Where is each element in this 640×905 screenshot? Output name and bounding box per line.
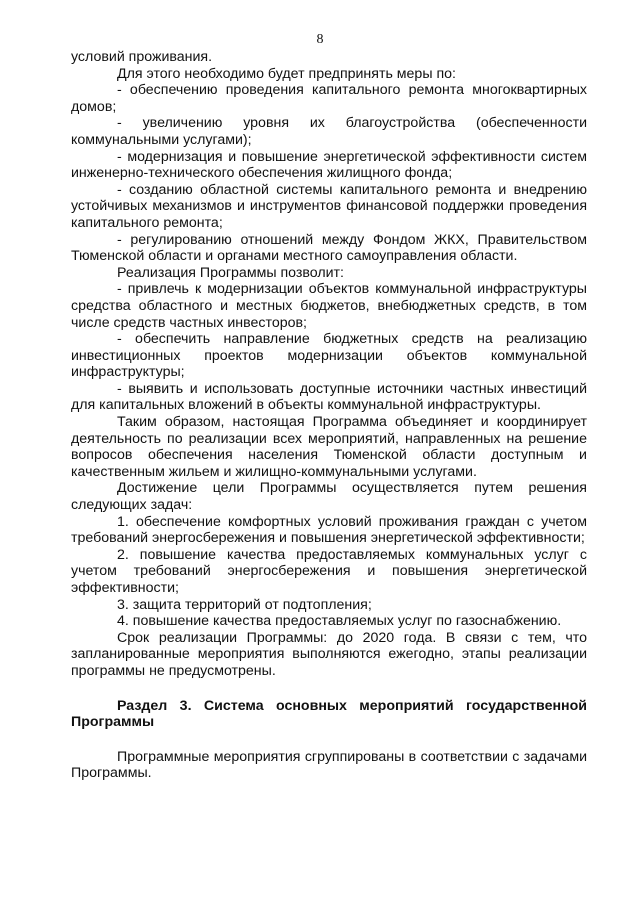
document-body bbox=[71, 49, 587, 782]
paragraph-program-allows: Реализация Программы позволит: bbox=[117, 264, 344, 281]
list-item-capital-repair: - обеспечению проведения капитального ремонта многоквартирных домов; bbox=[71, 82, 587, 115]
list-item-task-3: 3. защита территорий от подтопления; bbox=[117, 596, 372, 613]
section-heading: Раздел 3. Система основных мероприятий государственной Программы bbox=[71, 697, 587, 731]
list-item-improvement: - увеличению уровня их благоустройства (обеспеченности коммунальными услугами); bbox=[71, 115, 587, 148]
spacer bbox=[71, 731, 587, 749]
list-item-private-investment: - выявить и использовать доступные источники частных инвестиций для капитальных вложений в объекты коммунальной инфраструктуры. bbox=[71, 380, 587, 414]
paragraph-closing: Программные мероприятия сгруппированы в соответствии с задачами Программы. bbox=[71, 748, 587, 782]
paragraph-goal-achievement: Достижение цели Программы осуществляется путем решения следующих задач: bbox=[71, 480, 587, 514]
paragraph-measures-intro: Для этого необходимо будет предпринять меры по: bbox=[117, 65, 456, 82]
paragraph-continuation: условий проживания. bbox=[71, 49, 213, 65]
list-item-task-4: 4. повышение качества предоставляемых услуг по газоснабжению. bbox=[117, 613, 562, 630]
list-item-modernization: - модернизация и повышение энергетической эффективности систем инженерно-технического обеспечения жилищного фонда; bbox=[71, 148, 587, 182]
list-item-task-1: 1. обеспечение комфортных условий проживания граждан с учетом требований энергосбережения и повышения энергетической эффективности; bbox=[71, 513, 587, 547]
paragraph-timeline: Срок реализации Программы: до 2020 года. В связи с тем, что запланированные мероприятия выполняются ежегодно, этапы реализации программы не предусмотрены. bbox=[71, 629, 587, 679]
list-item-budget-direction: - обеспечить направление бюджетных средств на реализацию инвестиционных проектов модернизации объектов коммунальной инфраструктуры; bbox=[71, 331, 587, 381]
list-item-task-2: 2. повышение качества предоставляемых коммунальных услуг с учетом требований энергосбережения и повышения энергетической эффективности; bbox=[71, 546, 587, 596]
spacer bbox=[71, 680, 587, 698]
page-number: 8 bbox=[316, 32, 324, 47]
list-item-regulation: - регулированию отношений между Фондом ЖКХ, Правительством Тюменской области и органами местного самоуправления области. bbox=[71, 231, 587, 265]
paragraph-summary: Таким образом, настоящая Программа объединяет и координирует деятельность по реализации всех мероприятий, направленных на решение вопросов обеспечения населения Тюменской области доступным и качественным жильем и жилищно-коммунальными услугами. bbox=[71, 414, 587, 480]
list-item-regional-system: - созданию областной системы капитального ремонта и внедрению устойчивых механизмов и инструментов финансовой поддержки проведения капитального ремонта; bbox=[71, 181, 587, 231]
list-item-attract-funds: - привлечь к модернизации объектов коммунальной инфраструктуры средства областного и местных бюджетов, внебюджетных средств, в том числе средств частных инвесторов; bbox=[71, 281, 587, 331]
